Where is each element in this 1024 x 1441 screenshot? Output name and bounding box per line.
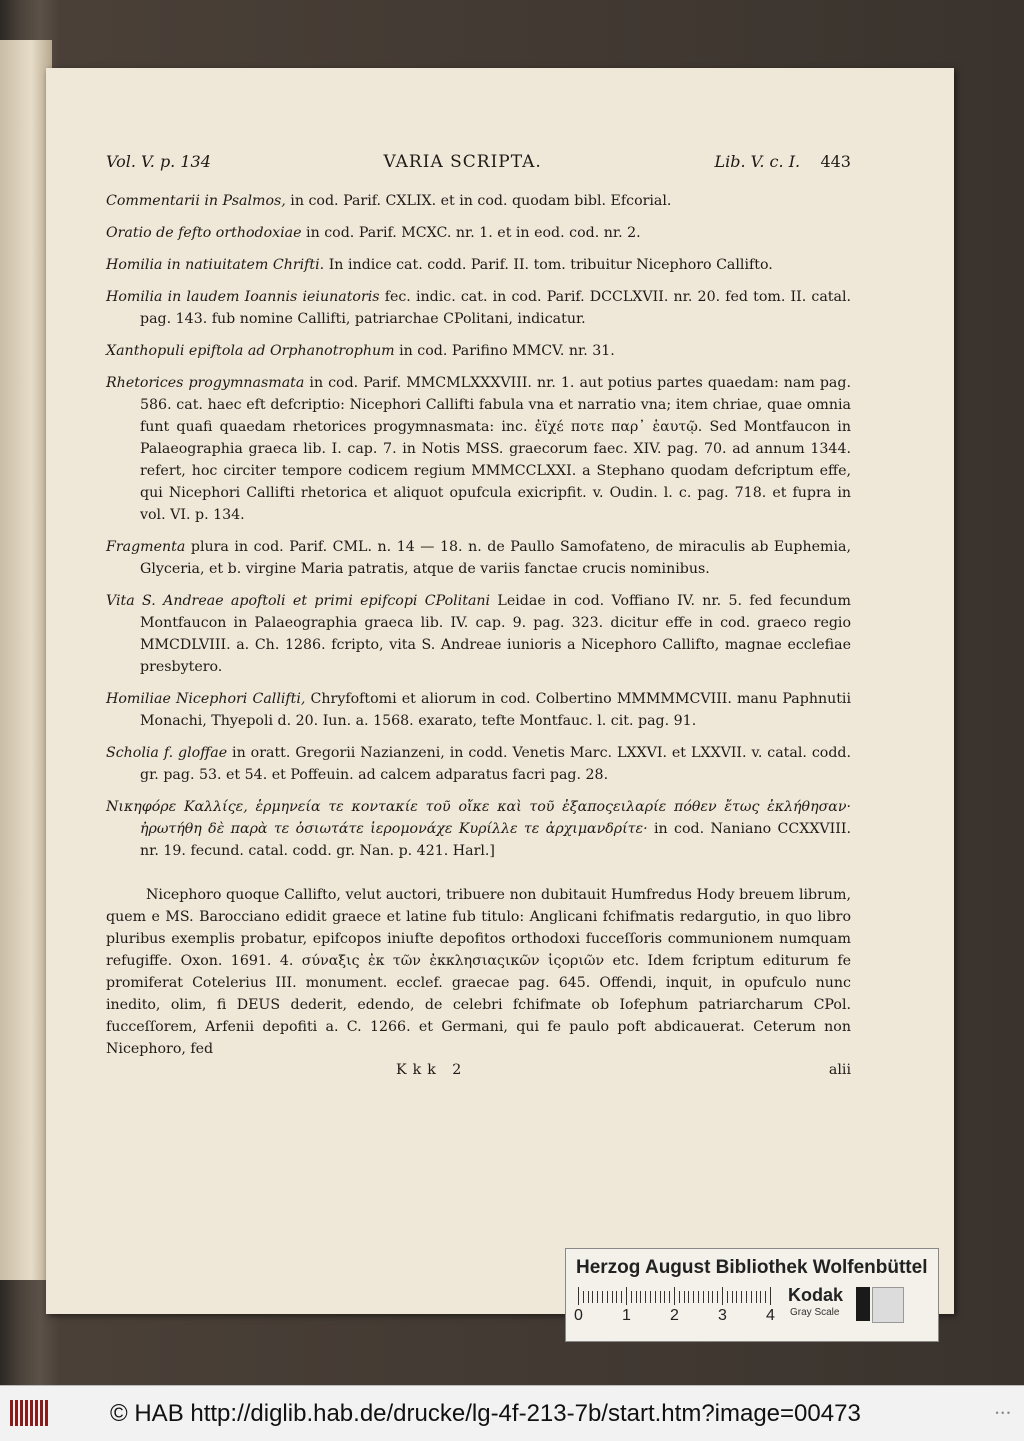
previous-page-edge	[0, 40, 52, 1280]
ruler-tick	[631, 1291, 632, 1303]
page-content	[106, 152, 851, 1078]
entry	[106, 190, 851, 212]
ruler-tick	[669, 1291, 670, 1303]
ruler-tick	[736, 1291, 737, 1303]
library-color-card	[565, 1248, 939, 1342]
copyright-url[interactable]: © HAB http://diglib.hab.de/drucke/lg-4f-213-7b/start.htm?image=00473	[110, 1400, 861, 1427]
entry-text: plura in cod. Parif. CML. n. 14 — 18. n. de Paullo Samofateno, de miraculis ab Euphemia, Glyceria, et b. virgine Maria patratis, atque de variis fanctae crucis nominibus.	[140, 539, 851, 577]
ruler-tick	[760, 1291, 761, 1303]
entry-text: Chryfoftomi et aliorum in cod. Colbertino MMMMMCVIII. manu Paphnutii Monachi, Thyepoli d. 20. Iun. a. 1568. exarato, tefte Montfauc. l. cit. pag. 91.	[140, 691, 852, 729]
entry-text: in cod. Parifino MMCV. nr. 31.	[394, 343, 615, 359]
ruler-tick	[746, 1291, 747, 1303]
entry-text: In indice cat. codd. Parif. II. tom. tribuitur Nicephoro Callifto.	[324, 257, 773, 273]
header-volume-ref: Vol. V. p. 134	[106, 152, 211, 171]
ruler-tick	[607, 1291, 608, 1303]
ruler-tick	[698, 1291, 699, 1303]
ruler-tick	[756, 1291, 757, 1303]
entry	[106, 340, 851, 362]
ruler-tick	[650, 1291, 651, 1303]
ruler-tick	[722, 1287, 723, 1305]
grayscale-label: Gray Scale	[790, 1307, 840, 1318]
ruler-tick	[597, 1291, 598, 1303]
running-header	[106, 152, 851, 172]
ruler-tick	[712, 1291, 713, 1303]
ruler-tick	[727, 1291, 728, 1303]
ruler-tick	[621, 1291, 622, 1303]
entry-title: Vita S. Andreae apoftoli et primi epifcopi CPolitani	[106, 593, 491, 609]
entry-title: Xanthopuli epiftola ad Orphanotrophum	[106, 343, 395, 359]
ruler-tick	[612, 1291, 613, 1303]
hab-logo-icon	[10, 1400, 48, 1426]
ruler-tick	[583, 1291, 584, 1303]
ruler-tick	[616, 1291, 617, 1303]
ruler-tick	[674, 1287, 675, 1305]
book-page	[46, 68, 954, 1314]
ruler-tick	[588, 1291, 589, 1303]
header-lib: Lib. V. c. I.	[714, 152, 801, 171]
entry-title: Oratio de fefto orthodoxiae	[106, 225, 302, 241]
entry	[106, 286, 851, 330]
ruler-tick	[732, 1291, 733, 1303]
viewer-status-bar	[0, 1385, 1024, 1441]
ruler-tick	[660, 1291, 661, 1303]
gray-swatch	[872, 1287, 904, 1323]
ruler-tick	[765, 1291, 766, 1303]
black-swatch	[856, 1287, 870, 1321]
ruler-tick	[578, 1287, 579, 1305]
ruler-tick	[703, 1291, 704, 1303]
kodak-logo: Kodak	[788, 1285, 844, 1305]
library-label: Herzog August Bibliothek Wolfenbüttel	[576, 1257, 928, 1278]
entry	[106, 688, 851, 732]
catchword: alii	[828, 1062, 851, 1078]
header-title: VARIA SCRIPTA.	[383, 152, 542, 172]
ruler-tick	[636, 1291, 637, 1303]
entry-text: in cod. Naniano CCXXVIII. nr. 19. fecund. catal. codd. gr. Nan. p. 421. Harl.]	[140, 821, 851, 859]
entry	[106, 254, 851, 276]
entry-title: Scholia f. gloffae	[106, 745, 228, 761]
ruler-number: 0	[574, 1307, 583, 1324]
entry	[106, 590, 851, 678]
ruler-tick	[664, 1291, 665, 1303]
ruler-tick	[688, 1291, 689, 1303]
ruler-tick	[655, 1291, 656, 1303]
entry	[106, 742, 851, 786]
ruler-number: 3	[718, 1307, 727, 1324]
entry-text: Leidae in cod. Voffiano IV. nr. 5. fed fecundum Montfaucon in Palaeographia graeca lib. IV. cap. 9. pag. 323. dicitur effe in cod. graeco regio MMCDLVIII. a. Ch. 1286. fcripto, vita S. Andreae iunioris a Nicephoro Callifto, magnae ecclefiae presbytero.	[140, 593, 851, 675]
ruler-tick	[751, 1291, 752, 1303]
entry-text: in cod. Parif. MCXC. nr. 1. et in eod. cod. nr. 2.	[301, 225, 641, 241]
ruler-tick	[592, 1291, 593, 1303]
entry-title: Homiliae Nicephori Callifti,	[106, 691, 306, 707]
scale-ruler	[574, 1287, 775, 1324]
entry-title: Commentarii in Psalmos,	[106, 193, 286, 209]
ruler-tick	[770, 1287, 771, 1305]
entry-text: in oratt. Gregorii Nazianzeni, in codd. Venetis Marc. LXXVI. et LXXVII. v. catal. codd. gr. pag. 53. et 54. et Poffeuin. ad calcem adparatus facri pag. 28.	[140, 745, 851, 783]
entry	[106, 222, 851, 244]
entry-greek	[106, 796, 851, 862]
entry-title: Νικηφόρε Καλλίςε, ἑρμηνεία τε κοντακίε τοῦ οἴκε καὶ τοῦ ἐξαποςειλαρίε πόθεν ἔτως ἐκλήθησαν· ἠρωτήθη δὲ παρὰ τε ὁσιωτάτε ἱερομονάχε Κυρίλλε τε ἀρχιμανδρίτε·	[106, 799, 851, 837]
body-paragraph: Nicephoro quoque Callifto, velut auctori, tribuere non dubitauit Humfredus Hody breuem librum, quem e MS. Barocciano edidit graece et latine fub titulo: Anglicani fchifmatis redargutio, in quo libro pluribus exemplis probatur, epifcopos iniufte depofitos orthodoxi fucceſſoris communionem numquam refugiffe. Oxon. 1691. 4. σύναξις ἐκ τῶν ἐκκλησιαςικῶν ἱςοριῶν etc. Idem fcriptum editurum fe promiferat Cotelerius III. monument. ecclef. graecae pag. 645. Offendi, inquit, in opufculo nunc inedito, olim, fi DEUS dederit, edendo, de celebri fchifmate ob Iofephum patriarcharum CPol. fucceſſorem, Arfenii depofiti a. C. 1266. et Germani, qui fe paulo poft abdicauerat. Ceterum non Nicephoro, fed	[106, 887, 851, 1057]
ruler-tick	[684, 1291, 685, 1303]
ruler-number: 4	[766, 1307, 775, 1324]
entry-title: Homilia in natiuitatem Chrifti.	[106, 257, 325, 273]
entry-text: in cod. Parif. CXLIX. et in cod. quodam bibl. Efcorial.	[285, 193, 672, 209]
ruler-tick	[626, 1287, 627, 1305]
entry	[106, 536, 851, 580]
ruler-tick	[717, 1291, 718, 1303]
header-book-ref	[714, 152, 851, 171]
page-footer	[106, 1062, 851, 1078]
entry-title: Fragmenta	[106, 539, 186, 555]
ruler-number: 2	[670, 1307, 679, 1324]
ruler-tick	[741, 1291, 742, 1303]
ruler-tick	[640, 1291, 641, 1303]
entry-title: Rhetorices progymnasmata	[106, 375, 305, 391]
entry-title: Homilia in laudem Ioannis ieiunatoris	[106, 289, 380, 305]
signature-mark: Kkk 2	[396, 1062, 468, 1078]
entry-text: in cod. Parif. MMCMLXXXVIII. nr. 1. aut potius partes quaedam: nam pag. 586. cat. haec eft defcriptio: Nicephori Callifti fabula vna et narratio vna; item chriae, quae omnia funt quafi quaedam rhetorices progymnasmata: inc. ἐϊχέ ποτε παρ᾽ ἑαυτῷ. Sed Montfaucon in Palaeographia graeca lib. I. cap. 7. in Notis MSS. graecorum faec. XIV. pag. 70. ad annum 1344. refert, hoc circiter tempore codicem regium MMMCCLXXI. a Stephano quodam defcriptum effe, qui Nicephori Callifti rhetorica et aliquot opufcula exicripfit. v. Oudin. l. c. pag. 718. et fupra in vol. VI. p. 134.	[140, 375, 851, 523]
ruler-number: 1	[622, 1307, 631, 1324]
ruler-tick	[693, 1291, 694, 1303]
status-dots: • • •	[995, 1408, 1010, 1418]
ruler-tick	[602, 1291, 603, 1303]
entry	[106, 372, 851, 526]
ruler-tick	[645, 1291, 646, 1303]
entry-text: fec. indic. cat. in cod. Parif. DCCLXVII. nr. 20. fed tom. II. catal. pag. 143. fub nomine Callifti, patriarchae CPolitani, indicatur.	[140, 289, 851, 327]
ruler-tick	[708, 1291, 709, 1303]
page-number: 443	[820, 152, 851, 171]
ruler-tick	[679, 1291, 680, 1303]
